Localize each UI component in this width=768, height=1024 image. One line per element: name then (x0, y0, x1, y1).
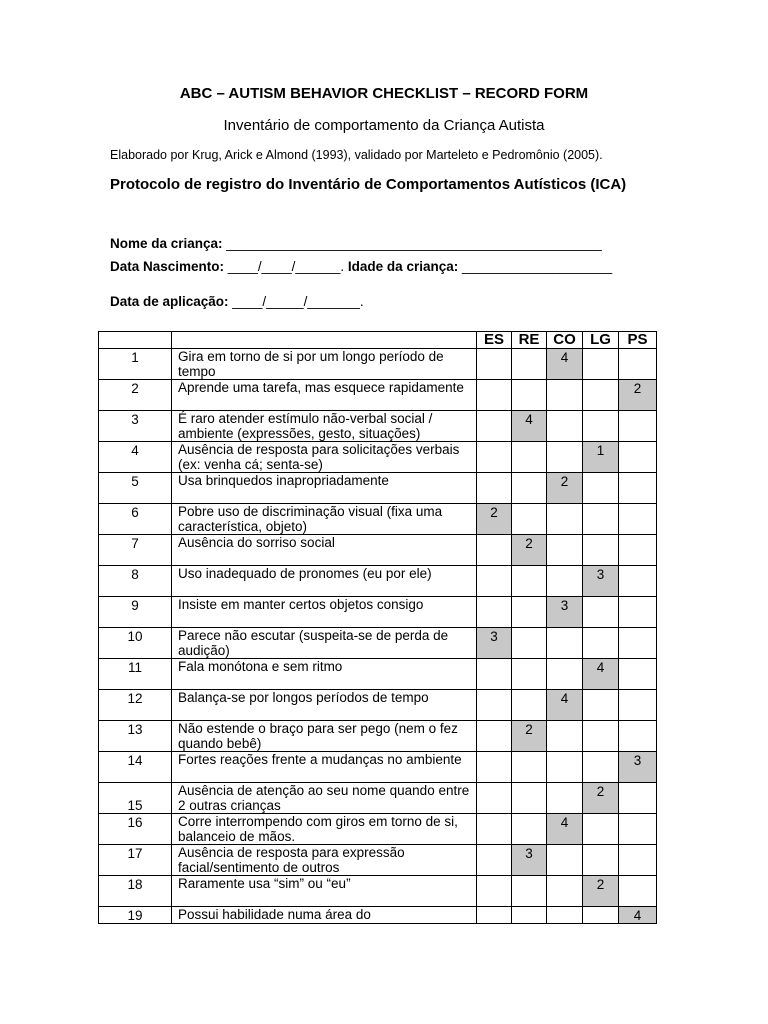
score-cell-ps (619, 690, 657, 721)
table-row (99, 690, 657, 721)
item-description: É raro atender estímulo não-verbal social / ambiente (expressões, gesto, situações) (172, 411, 477, 442)
score-cell-re (512, 659, 547, 690)
score-value: 4 (560, 350, 569, 365)
score-cell-co (547, 628, 583, 659)
score-cell-es (477, 380, 512, 411)
table-row (99, 442, 657, 473)
score-cell-lg (583, 349, 619, 380)
score-value: 3 (596, 567, 605, 582)
score-value: 2 (525, 722, 533, 737)
score-cell-re (512, 504, 547, 535)
score-cell-es (477, 535, 512, 566)
protocol-heading: Protocolo de registro do Inventário de Comportamentos Autísticos (ICA) (110, 176, 627, 193)
item-number (99, 597, 172, 628)
item-number-text: 6 (131, 505, 139, 520)
item-number (99, 783, 172, 814)
score-cell-ps (619, 535, 657, 566)
score-value: 2 (596, 784, 605, 799)
score-value: 4 (525, 412, 533, 427)
header-num-cell (99, 332, 172, 349)
column-header: LG (583, 332, 619, 349)
score-cell-lg (583, 690, 619, 721)
item-number (99, 504, 172, 535)
item-description: Uso inadequado de pronomes (eu por ele) (172, 566, 477, 597)
item-description: Aprende uma tarefa, mas esquece rapidamente (172, 380, 477, 411)
score-cell-es (477, 349, 512, 380)
score-cell-ps (619, 566, 657, 597)
score-cell-es (477, 907, 512, 924)
column-header: CO (547, 332, 583, 349)
table-row (99, 845, 657, 876)
score-value: 1 (596, 443, 605, 458)
score-cell-ps (619, 876, 657, 907)
table-row (99, 814, 657, 845)
application-date-blank: ____/_____/_______. (228, 294, 364, 309)
score-cell-re (512, 566, 547, 597)
item-description: Gira em torno de si por um longo período de tempo (172, 349, 477, 380)
item-description: Insiste em manter certos objetos consigo (172, 597, 477, 628)
score-cell-co (547, 659, 583, 690)
score-cell-lg (583, 566, 619, 597)
item-description: Fortes reações frente a mudanças no ambiente (172, 752, 477, 783)
child-name-label: Nome da criança: (110, 236, 223, 251)
score-value: 2 (633, 381, 642, 396)
score-cell-lg (583, 752, 619, 783)
record-table (98, 331, 657, 924)
score-cell-es (477, 752, 512, 783)
score-cell-re (512, 380, 547, 411)
item-number (99, 566, 172, 597)
item-number-text: 9 (131, 598, 139, 613)
item-number-text: 7 (131, 536, 139, 551)
item-number (99, 721, 172, 752)
score-value: 2 (560, 474, 569, 489)
score-value: 2 (525, 536, 533, 551)
column-header: RE (512, 332, 547, 349)
score-cell-ps (619, 814, 657, 845)
score-cell-es (477, 721, 512, 752)
score-cell-lg (583, 504, 619, 535)
score-cell-ps (619, 752, 657, 783)
score-cell-ps (619, 349, 657, 380)
score-cell-re (512, 845, 547, 876)
item-description: Parece não escutar (suspeita-se de perda de audição) (172, 628, 477, 659)
score-cell-re (512, 814, 547, 845)
item-description: Fala monótona e sem ritmo (172, 659, 477, 690)
score-value: 4 (596, 660, 605, 675)
item-number (99, 752, 172, 783)
table-header-row (99, 332, 657, 349)
score-cell-re (512, 597, 547, 628)
score-cell-ps (619, 783, 657, 814)
table-row (99, 597, 657, 628)
score-cell-lg (583, 845, 619, 876)
item-number (99, 628, 172, 659)
item-number (99, 659, 172, 690)
score-cell-re (512, 411, 547, 442)
birth-age-field (110, 259, 612, 274)
table-row (99, 349, 657, 380)
application-date-label: Data de aplicação: (110, 294, 229, 309)
score-cell-lg (583, 380, 619, 411)
score-cell-es (477, 845, 512, 876)
score-cell-lg (583, 659, 619, 690)
table-row (99, 504, 657, 535)
score-cell-re (512, 752, 547, 783)
item-number-text: 18 (127, 877, 143, 892)
item-number-text: 10 (127, 629, 143, 644)
table-row (99, 535, 657, 566)
score-cell-co (547, 442, 583, 473)
table-row (99, 473, 657, 504)
item-number-text: 11 (127, 660, 142, 675)
score-value: 2 (596, 877, 605, 892)
score-cell-ps (619, 380, 657, 411)
score-cell-re (512, 690, 547, 721)
item-number-text: 13 (127, 722, 143, 737)
item-number-text: 12 (127, 691, 143, 706)
table-row (99, 907, 657, 924)
score-cell-re (512, 876, 547, 907)
authors-credit: Elaborado por Krug, Arick e Almond (1993), validado por Marteleto e Pedromônio (2005). (110, 148, 603, 162)
item-number-text: 2 (131, 381, 139, 396)
score-cell-ps (619, 597, 657, 628)
application-date-field (110, 294, 364, 309)
score-cell-lg (583, 597, 619, 628)
table-row (99, 628, 657, 659)
score-cell-lg (583, 783, 619, 814)
score-cell-lg (583, 907, 619, 924)
age-label: Idade da criança: (344, 259, 459, 274)
item-number-text: 5 (131, 474, 139, 489)
score-value: 4 (633, 908, 642, 923)
item-number-text: 17 (127, 846, 143, 861)
score-cell-ps (619, 628, 657, 659)
score-cell-lg (583, 535, 619, 566)
table-row (99, 380, 657, 411)
child-name-blank: __________________________________________________ (222, 236, 602, 251)
item-description: Corre interrompendo com giros em torno de si, balanceio de mãos. (172, 814, 477, 845)
score-cell-lg (583, 628, 619, 659)
score-cell-ps (619, 907, 657, 924)
score-cell-co (547, 814, 583, 845)
score-cell-es (477, 504, 512, 535)
score-cell-re (512, 535, 547, 566)
score-value: 3 (525, 846, 533, 861)
score-value: 3 (490, 629, 498, 644)
item-number (99, 814, 172, 845)
item-number (99, 690, 172, 721)
score-cell-co (547, 845, 583, 876)
age-blank: ____________________ (458, 259, 613, 274)
score-cell-re (512, 783, 547, 814)
form-subtitle: Inventário de comportamento da Criança Autista (223, 117, 545, 134)
score-cell-ps (619, 845, 657, 876)
item-number (99, 876, 172, 907)
item-number-text: 15 (127, 798, 143, 813)
score-cell-lg (583, 411, 619, 442)
score-cell-es (477, 876, 512, 907)
score-cell-co (547, 907, 583, 924)
score-cell-co (547, 752, 583, 783)
score-cell-es (477, 566, 512, 597)
item-number-text: 19 (127, 908, 143, 923)
score-cell-co (547, 349, 583, 380)
table-row (99, 876, 657, 907)
score-cell-co (547, 535, 583, 566)
score-cell-co (547, 690, 583, 721)
table-row (99, 721, 657, 752)
item-description: Ausência de resposta para expressão facial/sentimento de outros (172, 845, 477, 876)
score-cell-lg (583, 473, 619, 504)
item-number (99, 442, 172, 473)
item-number-text: 8 (131, 567, 139, 582)
score-cell-co (547, 876, 583, 907)
item-number-text: 4 (131, 443, 139, 458)
score-value: 4 (560, 691, 569, 706)
item-number-text: 16 (127, 815, 143, 830)
table-row (99, 566, 657, 597)
item-number-text: 14 (127, 753, 143, 768)
score-cell-co (547, 721, 583, 752)
item-number (99, 907, 172, 924)
score-value: 2 (490, 505, 498, 520)
score-cell-co (547, 597, 583, 628)
score-cell-co (547, 380, 583, 411)
child-name-field (110, 236, 602, 251)
score-cell-ps (619, 442, 657, 473)
table-row (99, 659, 657, 690)
score-cell-es (477, 597, 512, 628)
score-cell-ps (619, 473, 657, 504)
score-cell-re (512, 907, 547, 924)
item-number (99, 845, 172, 876)
score-cell-co (547, 783, 583, 814)
table-row (99, 411, 657, 442)
score-cell-ps (619, 721, 657, 752)
birth-date-blank: ____/____/______. (224, 259, 345, 274)
item-description: Pobre uso de discriminação visual (fixa uma característica, objeto) (172, 504, 477, 535)
item-number-text: 3 (131, 412, 139, 427)
item-description: Possui habilidade numa área do (172, 907, 477, 924)
score-cell-co (547, 473, 583, 504)
score-cell-re (512, 349, 547, 380)
score-cell-lg (583, 442, 619, 473)
score-cell-re (512, 473, 547, 504)
score-cell-es (477, 628, 512, 659)
item-description: Balança-se por longos períodos de tempo (172, 690, 477, 721)
form-title: ABC – AUTISM BEHAVIOR CHECKLIST – RECORD FORM (179, 85, 589, 102)
birth-date-label: Data Nascimento: (110, 259, 225, 274)
score-cell-re (512, 628, 547, 659)
score-cell-es (477, 442, 512, 473)
item-number-text: 1 (131, 350, 139, 365)
item-description: Ausência de atenção ao seu nome quando entre 2 outras crianças (172, 783, 477, 814)
score-cell-es (477, 783, 512, 814)
score-cell-lg (583, 876, 619, 907)
item-description: Não estende o braço para ser pego (nem o fez quando bebê) (172, 721, 477, 752)
column-header: PS (619, 332, 657, 349)
score-cell-ps (619, 659, 657, 690)
item-number (99, 380, 172, 411)
item-description: Raramente usa “sim” ou “eu” (172, 876, 477, 907)
score-value: 3 (560, 598, 569, 613)
item-number (99, 473, 172, 504)
score-cell-es (477, 659, 512, 690)
header-item-cell (172, 332, 477, 349)
score-cell-co (547, 566, 583, 597)
score-cell-ps (619, 411, 657, 442)
item-description: Ausência do sorriso social (172, 535, 477, 566)
table-row (99, 783, 657, 814)
score-cell-co (547, 504, 583, 535)
score-cell-lg (583, 814, 619, 845)
score-cell-lg (583, 721, 619, 752)
item-description: Ausência de resposta para solicitações verbais (ex: venha cá; senta-se) (172, 442, 477, 473)
item-description: Usa brinquedos inapropriadamente (172, 473, 477, 504)
score-value: 4 (560, 815, 569, 830)
score-cell-es (477, 814, 512, 845)
score-cell-re (512, 442, 547, 473)
score-cell-ps (619, 504, 657, 535)
item-number (99, 411, 172, 442)
score-cell-es (477, 411, 512, 442)
score-value: 3 (633, 753, 642, 768)
score-cell-es (477, 473, 512, 504)
score-cell-es (477, 690, 512, 721)
item-number (99, 535, 172, 566)
score-cell-co (547, 411, 583, 442)
table-row (99, 752, 657, 783)
score-cell-re (512, 721, 547, 752)
column-header: ES (477, 332, 512, 349)
item-number (99, 349, 172, 380)
